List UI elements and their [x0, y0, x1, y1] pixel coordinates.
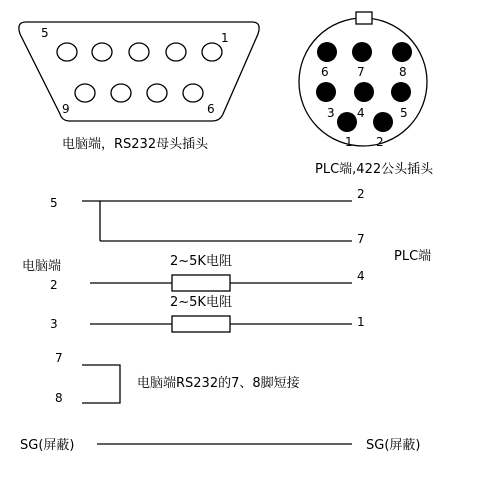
- din8-key: [356, 12, 372, 24]
- db9-hole: [92, 43, 112, 61]
- db9-pin-1-label: 1: [221, 31, 229, 45]
- resistor-1-label: 2~5K电阻: [170, 254, 232, 269]
- din8-pin-label: 8: [399, 65, 407, 79]
- db9-pin-9-label: 9: [62, 102, 70, 116]
- db9-connector: [19, 22, 259, 152]
- db9-hole: [147, 84, 167, 102]
- db9-hole: [75, 84, 95, 102]
- right-pin-7-label: 7: [357, 232, 365, 246]
- din8-pin-8: [392, 42, 412, 62]
- wire-5-to-2-7: [50, 187, 365, 246]
- db9-hole: [183, 84, 203, 102]
- right-pin-1-label: 1: [357, 315, 365, 329]
- left-pin-2-label: 2: [50, 278, 58, 292]
- right-pin-4-label: 4: [357, 269, 365, 283]
- wire-shield: [20, 437, 420, 453]
- din8-pin-3: [316, 82, 336, 102]
- left-sg-label: SG(屏蔽): [20, 438, 75, 453]
- din8-pin-1: [337, 112, 357, 132]
- db9-pin-5-label: 5: [41, 26, 49, 40]
- din8-pin-label: 2: [376, 135, 384, 149]
- left-pin-3-label: 3: [50, 317, 58, 331]
- db9-hole: [202, 43, 222, 61]
- left-pin-8-label: 8: [55, 391, 63, 405]
- short-note: 电脑端RS232的7、8脚短接: [137, 376, 300, 391]
- db9-hole: [129, 43, 149, 61]
- plc-side-label: PLC端: [394, 249, 432, 264]
- din8-pin-label: 5: [400, 106, 408, 120]
- db9-hole: [57, 43, 77, 61]
- pc-side-label: 电脑端: [22, 259, 62, 274]
- din8-pin-2: [373, 112, 393, 132]
- wire-3-to-1: [50, 294, 365, 332]
- right-pin-2-label: 2: [357, 187, 365, 201]
- resistor-2-label: 2~5K电阻: [170, 295, 232, 310]
- din8-pin-label: 3: [327, 106, 335, 120]
- din8-caption: PLC端,422公头插头: [315, 162, 434, 177]
- left-pin-5-label: 5: [50, 196, 58, 210]
- resistor-1: [172, 275, 230, 291]
- din8-pin-7: [352, 42, 372, 62]
- left-pin-7-label: 7: [55, 351, 63, 365]
- db9-hole: [111, 84, 131, 102]
- db9-pin-6-label: 6: [207, 102, 215, 116]
- din8-shell: [299, 18, 427, 146]
- wire-2-to-4: [50, 253, 365, 292]
- din8-pin-label: 7: [357, 65, 365, 79]
- din8-pin-label: 1: [345, 135, 353, 149]
- din8-pin-label: 4: [357, 106, 365, 120]
- din8-pin-5: [391, 82, 411, 102]
- short-bracket: [82, 365, 120, 403]
- resistor-2: [172, 316, 230, 332]
- din8-pin-4: [354, 82, 374, 102]
- din8-connector: [299, 12, 434, 177]
- din8-pin-label: 6: [321, 65, 329, 79]
- din8-pin-6: [317, 42, 337, 62]
- short-7-8: [55, 351, 300, 405]
- db9-hole: [166, 43, 186, 61]
- db9-caption: 电脑端，RS232母头插头: [62, 137, 209, 152]
- right-sg-label: SG(屏蔽): [366, 438, 421, 453]
